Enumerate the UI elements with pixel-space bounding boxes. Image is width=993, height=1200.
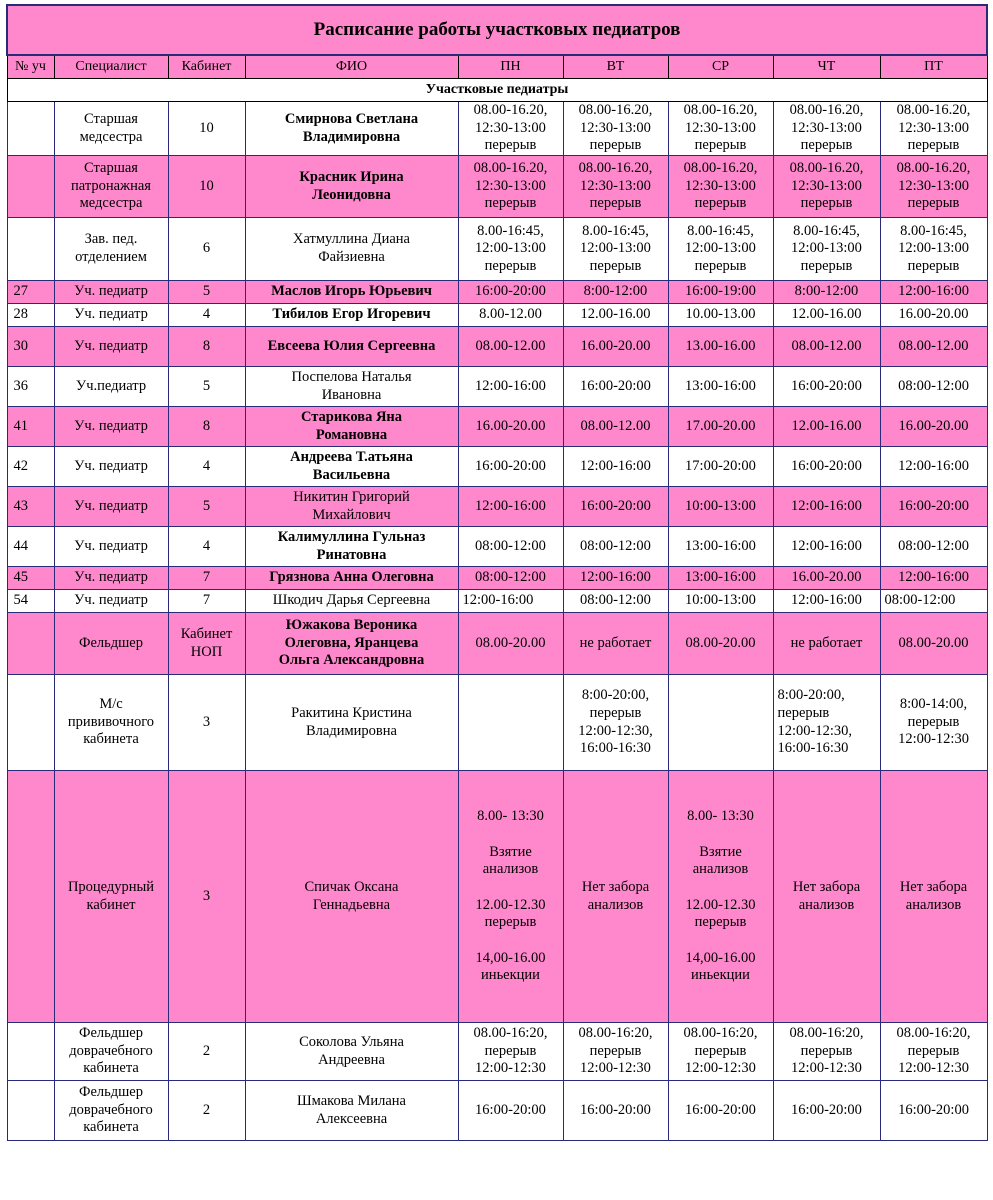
schedule-cell-mon: 16:00-20:00 [458, 1081, 563, 1141]
schedule-cell-fri: 08:00-12:00 [880, 527, 987, 567]
header-cabinet: Кабинет [168, 55, 245, 79]
specialist-cell: Уч. педиатр [54, 327, 168, 367]
schedule-cell-thu: 12.00-16.00 [773, 304, 880, 327]
fio-cell: Грязнова Анна Олеговна [245, 567, 458, 590]
table-row [7, 1023, 987, 1081]
district-number: 36 [7, 367, 54, 407]
specialist-cell: Уч.педиатр [54, 367, 168, 407]
table-row [7, 675, 987, 771]
cabinet-cell: Кабинет НОП [168, 613, 245, 675]
schedule-cell-thu: не работает [773, 613, 880, 675]
cabinet-cell: 4 [168, 527, 245, 567]
header-specialist: Специалист [54, 55, 168, 79]
schedule-cell-mon: 08.00-12.00 [458, 327, 563, 367]
schedule-cell-fri: 08.00-16.20, 12:30-13:00 перерыв [880, 102, 987, 156]
schedule-cell-tue: не работает [563, 613, 668, 675]
cabinet-cell: 7 [168, 567, 245, 590]
schedule-cell-wed: 10:00-13:00 [668, 590, 773, 613]
specialist-cell: Фельдшер [54, 613, 168, 675]
schedule-cell-tue: 08.00-16:20, перерыв 12:00-12:30 [563, 1023, 668, 1081]
header-wed: СР [668, 55, 773, 79]
fio-cell: Маслов Игорь Юрьевич [245, 281, 458, 304]
schedule-cell-tue: 16:00-20:00 [563, 487, 668, 527]
schedule-cell-wed: 08.00-16.20, 12:30-13:00 перерыв [668, 102, 773, 156]
table-row [7, 281, 987, 304]
schedule-cell-wed: 8.00- 13:30 Взятие анализов 12.00-12.30 перерыв 14,00-16.00 иньекции [668, 771, 773, 1023]
schedule-cell-wed: 13:00-16:00 [668, 567, 773, 590]
table-row [7, 567, 987, 590]
schedule-cell-thu: 08.00-16.20, 12:30-13:00 перерыв [773, 156, 880, 218]
schedule-cell-wed: 17:00-20:00 [668, 447, 773, 487]
fio-cell: Тибилов Егор Игоревич [245, 304, 458, 327]
schedule-cell-mon [458, 675, 563, 771]
schedule-cell-fri: Нет забора анализов [880, 771, 987, 1023]
schedule-title: Расписание работы участковых педиатров [7, 5, 987, 55]
district-number [7, 1023, 54, 1081]
schedule-cell-tue: 8:00-12:00 [563, 281, 668, 304]
specialist-cell: Старшая патронажная медсестра [54, 156, 168, 218]
district-number [7, 675, 54, 771]
schedule-cell-thu: Нет забора анализов [773, 771, 880, 1023]
schedule-cell-wed: 13:00-16:00 [668, 367, 773, 407]
schedule-cell-wed [668, 675, 773, 771]
table-row [7, 447, 987, 487]
schedule-cell-mon: 8.00-16:45, 12:00-13:00 перерыв [458, 218, 563, 281]
cabinet-cell: 3 [168, 771, 245, 1023]
schedule-cell-fri: 8:00-14:00, перерыв 12:00-12:30 [880, 675, 987, 771]
fio-cell: Евсеева Юлия Сергеевна [245, 327, 458, 367]
schedule-cell-mon: 8.00- 13:30 Взятие анализов 12.00-12.30 перерыв 14,00-16.00 иньекции [458, 771, 563, 1023]
specialist-cell: Фельдшер доврачебного кабинета [54, 1081, 168, 1141]
table-row [7, 771, 987, 1023]
cabinet-cell: 5 [168, 281, 245, 304]
table-row [7, 590, 987, 613]
schedule-cell-mon: 16.00-20.00 [458, 407, 563, 447]
district-number [7, 218, 54, 281]
fio-cell: Андреева Т.атьяна Васильевна [245, 447, 458, 487]
schedule-cell-mon: 08.00-16.20, 12:30-13:00 перерыв [458, 102, 563, 156]
schedule-cell-wed: 10.00-13.00 [668, 304, 773, 327]
schedule-cell-mon: 08.00-16.20, 12:30-13:00 перерыв [458, 156, 563, 218]
district-number: 30 [7, 327, 54, 367]
schedule-cell-thu: 08.00-12.00 [773, 327, 880, 367]
header-fio: ФИО [245, 55, 458, 79]
district-number [7, 102, 54, 156]
district-number: 41 [7, 407, 54, 447]
table-row [7, 407, 987, 447]
schedule-cell-thu: 16:00-20:00 [773, 1081, 880, 1141]
header-fri: ПТ [880, 55, 987, 79]
schedule-cell-tue: 08.00-16.20, 12:30-13:00 перерыв [563, 156, 668, 218]
cabinet-cell: 5 [168, 367, 245, 407]
schedule-cell-fri: 08.00-12.00 [880, 327, 987, 367]
schedule-cell-tue: 12:00-16:00 [563, 567, 668, 590]
fio-cell: Спичак Оксана Геннадьевна [245, 771, 458, 1023]
table-row [7, 304, 987, 327]
schedule-cell-fri: 8.00-16:45, 12:00-13:00 перерыв [880, 218, 987, 281]
cabinet-cell: 4 [168, 447, 245, 487]
district-number: 28 [7, 304, 54, 327]
schedule-cell-tue: 08:00-12:00 [563, 527, 668, 567]
schedule-cell-thu: 16:00-20:00 [773, 447, 880, 487]
schedule-cell-fri: 12:00-16:00 [880, 447, 987, 487]
fio-cell: Соколова Ульяна Андреевна [245, 1023, 458, 1081]
schedule-cell-fri: 12:00-16:00 [880, 567, 987, 590]
schedule-cell-wed: 10:00-13:00 [668, 487, 773, 527]
schedule-cell-mon: 16:00-20:00 [458, 281, 563, 304]
header-num: № уч [7, 55, 54, 79]
schedule-cell-wed: 13:00-16:00 [668, 527, 773, 567]
cabinet-cell: 7 [168, 590, 245, 613]
district-number [7, 613, 54, 675]
schedule-cell-thu: 8:00-20:00, перерыв 12:00-12:30, 16:00-16:30 [773, 675, 880, 771]
specialist-cell: Зав. пед. отделением [54, 218, 168, 281]
cabinet-cell: 4 [168, 304, 245, 327]
schedule-cell-tue: 08.00-16.20, 12:30-13:00 перерыв [563, 102, 668, 156]
table-row [7, 156, 987, 218]
schedule-cell-wed: 13.00-16.00 [668, 327, 773, 367]
schedule-cell-tue: 8:00-20:00, перерыв 12:00-12:30, 16:00-16:30 [563, 675, 668, 771]
district-number [7, 1081, 54, 1141]
specialist-cell: М/с прививочного кабинета [54, 675, 168, 771]
schedule-cell-thu: 12:00-16:00 [773, 590, 880, 613]
title-row [7, 5, 987, 55]
specialist-cell: Старшая медсестра [54, 102, 168, 156]
cabinet-cell: 2 [168, 1023, 245, 1081]
cabinet-cell: 3 [168, 675, 245, 771]
district-number: 45 [7, 567, 54, 590]
schedule-cell-thu: 12.00-16.00 [773, 407, 880, 447]
schedule-cell-thu: 8.00-16:45, 12:00-13:00 перерыв [773, 218, 880, 281]
schedule-cell-tue: 16:00-20:00 [563, 367, 668, 407]
schedule-cell-tue: 08:00-12:00 [563, 590, 668, 613]
schedule-cell-wed: 08.00-16:20, перерыв 12:00-12:30 [668, 1023, 773, 1081]
schedule-cell-fri: 16.00-20.00 [880, 304, 987, 327]
specialist-cell: Уч. педиатр [54, 447, 168, 487]
schedule-cell-fri: 08:00-12:00 [880, 367, 987, 407]
fio-cell: Смирнова Светлана Владимировна [245, 102, 458, 156]
table-row [7, 1081, 987, 1141]
cabinet-cell: 6 [168, 218, 245, 281]
district-number: 27 [7, 281, 54, 304]
specialist-cell: Уч. педиатр [54, 567, 168, 590]
schedule-cell-thu: 12:00-16:00 [773, 527, 880, 567]
district-number [7, 771, 54, 1023]
specialist-cell: Уч. педиатр [54, 527, 168, 567]
table-row [7, 527, 987, 567]
schedule-cell-wed: 08.00-20.00 [668, 613, 773, 675]
schedule-document [6, 4, 986, 1141]
schedule-cell-fri: 16:00-20:00 [880, 1081, 987, 1141]
cabinet-cell: 10 [168, 102, 245, 156]
cabinet-cell: 5 [168, 487, 245, 527]
schedule-cell-thu: 08.00-16:20, перерыв 12:00-12:30 [773, 1023, 880, 1081]
schedule-cell-fri: 16.00-20.00 [880, 407, 987, 447]
section-row [7, 79, 987, 102]
section-title: Участковые педиатры [7, 79, 987, 102]
specialist-cell: Уч. педиатр [54, 304, 168, 327]
table-row [7, 218, 987, 281]
schedule-cell-wed: 8.00-16:45, 12:00-13:00 перерыв [668, 218, 773, 281]
schedule-cell-thu: 16:00-20:00 [773, 367, 880, 407]
fio-cell: Калимуллина Гульназ Ринатовна [245, 527, 458, 567]
schedule-cell-wed: 16:00-19:00 [668, 281, 773, 304]
schedule-cell-tue: 12.00-16.00 [563, 304, 668, 327]
table-row [7, 367, 987, 407]
schedule-cell-tue: 12:00-16:00 [563, 447, 668, 487]
schedule-cell-thu: 12:00-16:00 [773, 487, 880, 527]
schedule-cell-wed: 17.00-20.00 [668, 407, 773, 447]
schedule-cell-fri: 08:00-12:00 [880, 590, 987, 613]
header-row [7, 55, 987, 79]
schedule-cell-mon: 16:00-20:00 [458, 447, 563, 487]
fio-cell: Поспелова Наталья Ивановна [245, 367, 458, 407]
schedule-cell-tue: 08.00-12.00 [563, 407, 668, 447]
fio-cell: Старикова Яна Романовна [245, 407, 458, 447]
cabinet-cell: 8 [168, 327, 245, 367]
table-row [7, 613, 987, 675]
specialist-cell: Уч. педиатр [54, 487, 168, 527]
table-row [7, 102, 987, 156]
table-row [7, 487, 987, 527]
district-number: 42 [7, 447, 54, 487]
fio-cell: Шмакова Милана Алексеевна [245, 1081, 458, 1141]
schedule-cell-mon: 08:00-12:00 [458, 567, 563, 590]
district-number: 43 [7, 487, 54, 527]
cabinet-cell: 8 [168, 407, 245, 447]
header-mon: ПН [458, 55, 563, 79]
district-number [7, 156, 54, 218]
district-number: 44 [7, 527, 54, 567]
schedule-cell-mon: 08.00-20.00 [458, 613, 563, 675]
schedule-cell-thu: 16.00-20.00 [773, 567, 880, 590]
schedule-cell-mon: 8.00-12.00 [458, 304, 563, 327]
schedule-cell-tue: Нет забора анализов [563, 771, 668, 1023]
schedule-cell-mon: 12:00-16:00 [458, 590, 563, 613]
fio-cell: Красник Ирина Леонидовна [245, 156, 458, 218]
specialist-cell: Процедурный кабинет [54, 771, 168, 1023]
schedule-cell-mon: 08:00-12:00 [458, 527, 563, 567]
schedule-cell-fri: 08.00-16:20, перерыв 12:00-12:30 [880, 1023, 987, 1081]
cabinet-cell: 2 [168, 1081, 245, 1141]
fio-cell: Шкодич Дарья Сергеевна [245, 590, 458, 613]
fio-cell: Никитин Григорий Михайлович [245, 487, 458, 527]
schedule-cell-fri: 12:00-16:00 [880, 281, 987, 304]
district-number: 54 [7, 590, 54, 613]
schedule-cell-tue: 8.00-16:45, 12:00-13:00 перерыв [563, 218, 668, 281]
schedule-cell-fri: 08.00-20.00 [880, 613, 987, 675]
specialist-cell: Уч. педиатр [54, 281, 168, 304]
schedule-cell-mon: 12:00-16:00 [458, 487, 563, 527]
header-tue: ВТ [563, 55, 668, 79]
schedule-table [6, 4, 988, 1141]
fio-cell: Южакова Вероника Олеговна, Яранцева Ольга Александровна [245, 613, 458, 675]
specialist-cell: Фельдшер доврачебного кабинета [54, 1023, 168, 1081]
schedule-cell-thu: 8:00-12:00 [773, 281, 880, 304]
schedule-cell-mon: 12:00-16:00 [458, 367, 563, 407]
fio-cell: Хатмуллина Диана Файзиевна [245, 218, 458, 281]
specialist-cell: Уч. педиатр [54, 590, 168, 613]
schedule-cell-wed: 16:00-20:00 [668, 1081, 773, 1141]
fio-cell: Ракитина Кристина Владимировна [245, 675, 458, 771]
schedule-cell-tue: 16.00-20.00 [563, 327, 668, 367]
specialist-cell: Уч. педиатр [54, 407, 168, 447]
table-row [7, 327, 987, 367]
schedule-cell-fri: 08.00-16.20, 12:30-13:00 перерыв [880, 156, 987, 218]
cabinet-cell: 10 [168, 156, 245, 218]
schedule-cell-thu: 08.00-16.20, 12:30-13:00 перерыв [773, 102, 880, 156]
schedule-cell-wed: 08.00-16.20, 12:30-13:00 перерыв [668, 156, 773, 218]
header-thu: ЧТ [773, 55, 880, 79]
schedule-cell-mon: 08.00-16:20, перерыв 12:00-12:30 [458, 1023, 563, 1081]
schedule-cell-fri: 16:00-20:00 [880, 487, 987, 527]
schedule-cell-tue: 16:00-20:00 [563, 1081, 668, 1141]
